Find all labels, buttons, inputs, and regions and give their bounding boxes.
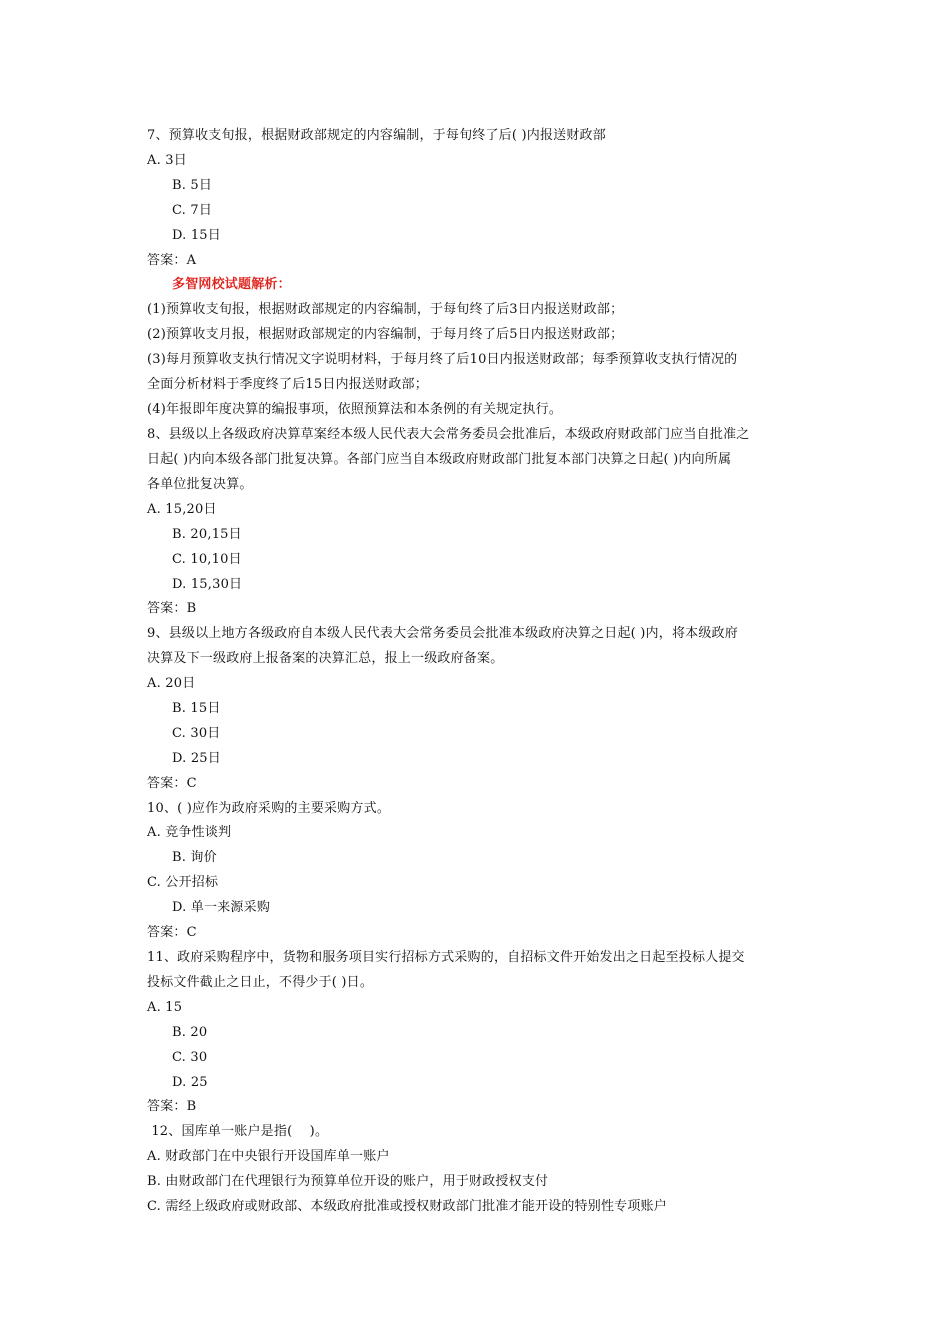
q10-stem: 10、( )应作为政府采购的主要采购方式。 — [147, 801, 391, 816]
q9-answer: 答案：C — [147, 776, 197, 791]
analysis-title: 多智网校试题解析： — [172, 277, 291, 292]
q10-option-b: B. 询价 — [172, 850, 217, 865]
q7-option-c: C. 7日 — [172, 203, 213, 218]
q9-stem-line-1: 9、县级以上地方各级政府自本级人民代表大会常务委员会批准本级政府决算之日起( )内，将本级政府 — [147, 626, 738, 641]
q8-stem-line-2: 日起( )内向本级各部门批复决算。各部门应当自本级政府财政部门批复本部门决算之日起( )内向所属 — [147, 452, 732, 467]
q11-option-d: D. 25 — [172, 1075, 208, 1090]
q10-option-c: C. 公开招标 — [147, 875, 219, 890]
q12-option-b: B. 由财政部门在代理银行为预算单位开设的账户，用于财政授权支付 — [147, 1174, 549, 1189]
q7-answer: 答案：A — [147, 253, 197, 268]
q12-stem: 12、国库单一账户是指( )。 — [147, 1124, 329, 1139]
q7-stem: 7、预算收支旬报，根据财政部规定的内容编制，于每旬终了后( )内报送财政部 — [147, 128, 606, 143]
analysis-line-1: (1)预算收支旬报，根据财政部规定的内容编制，于每旬终了后3日内报送财政部； — [147, 302, 624, 317]
q8-answer: 答案：B — [147, 601, 197, 616]
q8-option-d: D. 15,30日 — [172, 577, 243, 592]
analysis-line-5: (4)年报即年度决算的编报事项，依照预算法和本条例的有关规定执行。 — [147, 402, 563, 417]
q9-stem-line-2: 决算及下一级政府上报备案的决算汇总，报上一级政府备案。 — [147, 651, 504, 666]
q7-option-a: A. 3日 — [147, 153, 187, 168]
q9-option-b: B. 15日 — [172, 701, 221, 716]
q8-option-a: A. 15,20日 — [147, 502, 217, 517]
analysis-line-3: (3)每月预算收支执行情况文字说明材料，于每月终了后10日内报送财政部；每季预算收支执行情况的 — [147, 352, 738, 367]
analysis-line-4: 全面分析材料于季度终了后15日内报送财政部； — [147, 377, 428, 392]
analysis-line-2: (2)预算收支月报，根据财政部规定的内容编制，于每月终了后5日内报送财政部； — [147, 327, 624, 342]
q11-option-a: A. 15 — [147, 1000, 183, 1015]
q8-option-b: B. 20,15日 — [172, 527, 242, 542]
q11-stem-line-2: 投标文件截止之日止，不得少于( )日。 — [147, 975, 374, 990]
q10-answer: 答案：C — [147, 925, 197, 940]
q9-option-a: A. 20日 — [147, 676, 196, 691]
q7-option-d: D. 15日 — [172, 228, 221, 243]
q7-option-b: B. 5日 — [172, 178, 213, 193]
q10-option-a: A. 竞争性谈判 — [147, 825, 232, 840]
q12-option-a: A. 财政部门在中央银行开设国库单一账户 — [147, 1149, 390, 1164]
q10-option-d: D. 单一来源采购 — [172, 900, 271, 915]
q11-stem-line-1: 11、政府采购程序中，货物和服务项目实行招标方式采购的，自招标文件开始发出之日起至投标人提交 — [147, 950, 745, 965]
q11-option-b: B. 20 — [172, 1025, 208, 1040]
q11-answer: 答案：B — [147, 1099, 197, 1114]
q9-option-c: C. 30日 — [172, 726, 221, 741]
q8-stem-line-1: 8、县级以上各级政府决算草案经本级人民代表大会常务委员会批准后，本级政府财政部门应当自批准之 — [147, 427, 750, 442]
q8-option-c: C. 10,10日 — [172, 552, 242, 567]
q12-option-c: C. 需经上级政府或财政部、本级政府批准或授权财政部门批准才能开设的特别性专项账户 — [147, 1199, 667, 1214]
q9-option-d: D. 25日 — [172, 751, 221, 766]
q11-option-c: C. 30 — [172, 1050, 208, 1065]
q8-stem-line-3: 各单位批复决算。 — [147, 477, 253, 492]
